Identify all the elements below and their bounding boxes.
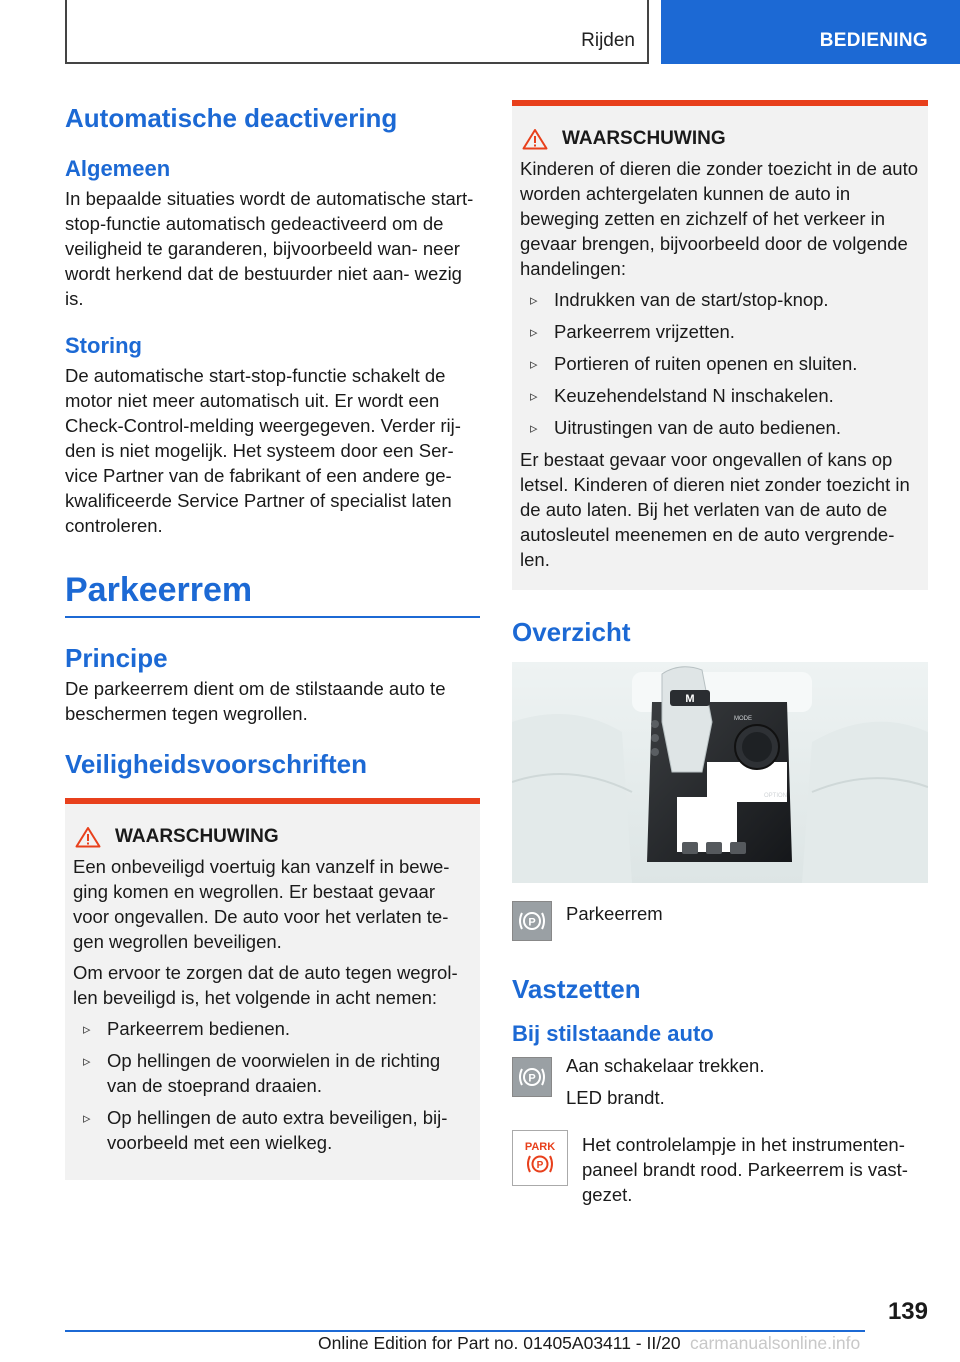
park-indicator-text: PARK — [524, 1141, 556, 1153]
bullet-triangle-icon: ▹ — [83, 1021, 91, 1038]
heading-overzicht: Overzicht — [512, 617, 631, 647]
parking-brake-button-icon — [512, 1057, 552, 1097]
warning-header — [73, 826, 472, 848]
warning-paragraph-1: Kinderen of dieren die zonder toezicht in de auto worden achtergelaten kunnen de auto in beweging zetten en zichzelf of het verkeer in gevaar brengen, bijvoorbeeld door de volgende handelingen: — [520, 158, 919, 279]
heading-algemeen: Algemeen — [65, 156, 171, 181]
list-item: ▹ Parkeerrem vrijzetten. — [520, 319, 920, 344]
parkeerrem-legend-row — [512, 901, 928, 941]
warning-paragraph-2: Er bestaat gevaar voor ongevallen of kans op letsel. Kinderen of dieren niet zonder toezicht in de auto laten. Bij het verlaten van de auto de autosleutel meenemen en de auto vergrende‐ len. — [520, 449, 910, 570]
indicator-row — [512, 1124, 928, 1207]
heading-stilstaand: Bij stilstaande auto — [512, 1021, 714, 1046]
section-parkeerrem — [65, 568, 480, 618]
brand-badge: M — [685, 693, 695, 705]
svg-text:P: P — [536, 1160, 544, 1171]
edition-info: Online Edition for Part no. 01405A03411 - II/20 — [318, 1333, 681, 1353]
paragraph-controlelampje: Het controlelampje in het instrumenten‐ paneel brandt rood. Parkeerrem is vast‐ gezet. — [582, 1134, 908, 1205]
center-console-illustration — [512, 662, 928, 883]
center-console-photo — [512, 662, 928, 883]
header-chapter-label: BEDIENING — [819, 30, 928, 51]
header-section-label: Rijden — [581, 30, 635, 51]
bullet-triangle-icon: ▹ — [530, 420, 538, 437]
parking-brake-button-icon — [512, 901, 552, 941]
list-item: ▹ Op hellingen de auto extra beveiligen, bij‐ voorbeeld met een wielkeg. — [83, 1107, 448, 1153]
paragraph-storing: De automatische start-stop-functie schakelt de motor niet meer automatisch uit. Er wordt een Check-Control-melding weergegeven. Verder rij‐ den is niet mogelijk. Het systeem door een Ser‐ vice Partner van de fabrikant of een andere ge‐ kwalificeerde Service Partner of specialist laten controleren. — [65, 365, 461, 536]
warning-list-right — [520, 287, 920, 440]
warning-paragraph-1: Een onbeveiligd voertuig kan vanzelf in bewe‐ ging komen en wegrollen. Er bestaat gevaar voor ongevallen. De auto voor het verlaten te‐ gen wegrollen beveiligen. — [73, 856, 450, 952]
left-column — [65, 100, 480, 1180]
list-item: ▹ Uitrustingen van de auto bedienen. — [520, 415, 920, 440]
paragraph-algemeen: In bepaalde situaties wordt de automatische start-stop-functie automatisch gedeactiveerd om de veiligheid te garanderen, bijvoorbeeld wan‐ neer wordt herkend dat de bestuurder niet aan‐ wezig is. — [65, 188, 474, 309]
park-indicator-icon — [512, 1130, 568, 1186]
bullet-triangle-icon: ▹ — [83, 1053, 91, 1070]
legend-label-parkeerrem: Parkeerrem — [566, 903, 663, 924]
warning-triangle-icon — [522, 128, 548, 150]
step-pull-switch: Aan schakelaar trekken. — [566, 1055, 765, 1076]
heading-vastzetten: Vastzetten — [512, 974, 641, 1004]
list-item: ▹ Op hellingen de voorwielen in de richting van de stoeprand draaien. — [83, 1050, 441, 1096]
paragraph-principe: De parkeerrem dient om de stilstaande auto te beschermen tegen wegrollen. — [65, 678, 446, 724]
heading-auto-deactivation: Automatische deactivering — [65, 103, 398, 133]
bullet-triangle-icon: ▹ — [83, 1110, 91, 1127]
svg-text:P: P — [528, 1072, 536, 1085]
bullet-triangle-icon: ▹ — [530, 324, 538, 341]
list-item: ▹ Keuzehendelstand N inschakelen. — [520, 383, 920, 408]
warning-header — [520, 128, 920, 150]
option-label: OPTION — [764, 793, 788, 799]
list-item: ▹ Portieren of ruiten openen en sluiten. — [520, 351, 920, 376]
warning-triangle-icon — [75, 826, 101, 848]
heading-veiligheid: Veiligheidsvoorschriften — [65, 749, 367, 779]
mode-label: MODE — [734, 716, 752, 722]
heading-storing: Storing — [65, 333, 142, 358]
bullet-triangle-icon: ▹ — [530, 292, 538, 309]
heading-principe: Principe — [65, 643, 168, 673]
warning-paragraph-2: Om ervoor te zorgen dat de auto tegen wegrol‐ len beveiligd is, het volgende in acht nemen: — [73, 962, 458, 1008]
warning-list-left — [73, 1016, 472, 1155]
footer-rule — [65, 1330, 865, 1332]
watermark: carmanualsonline.info — [690, 1333, 861, 1353]
list-item: ▹ Parkeerrem bedienen. — [73, 1016, 472, 1041]
warning-box-left — [65, 798, 480, 1180]
list-item: ▹ Indrukken van de start/stop-knop. — [520, 287, 920, 312]
header-chapter-tab — [661, 0, 960, 64]
right-column — [512, 100, 928, 1207]
warning-box-right — [512, 100, 928, 590]
warning-title: WAARSCHUWING — [115, 826, 279, 847]
step-led-on: LED brandt. — [566, 1087, 665, 1108]
header-section-tab — [65, 0, 649, 64]
svg-text:P: P — [528, 916, 536, 929]
bullet-triangle-icon: ▹ — [530, 356, 538, 373]
warning-title: WAARSCHUWING — [562, 128, 726, 149]
bullet-triangle-icon: ▹ — [530, 388, 538, 405]
pull-switch-row — [512, 1053, 928, 1110]
page-number: 139 — [887, 1298, 928, 1325]
heading-parkeerrem: Parkeerrem — [65, 571, 253, 609]
